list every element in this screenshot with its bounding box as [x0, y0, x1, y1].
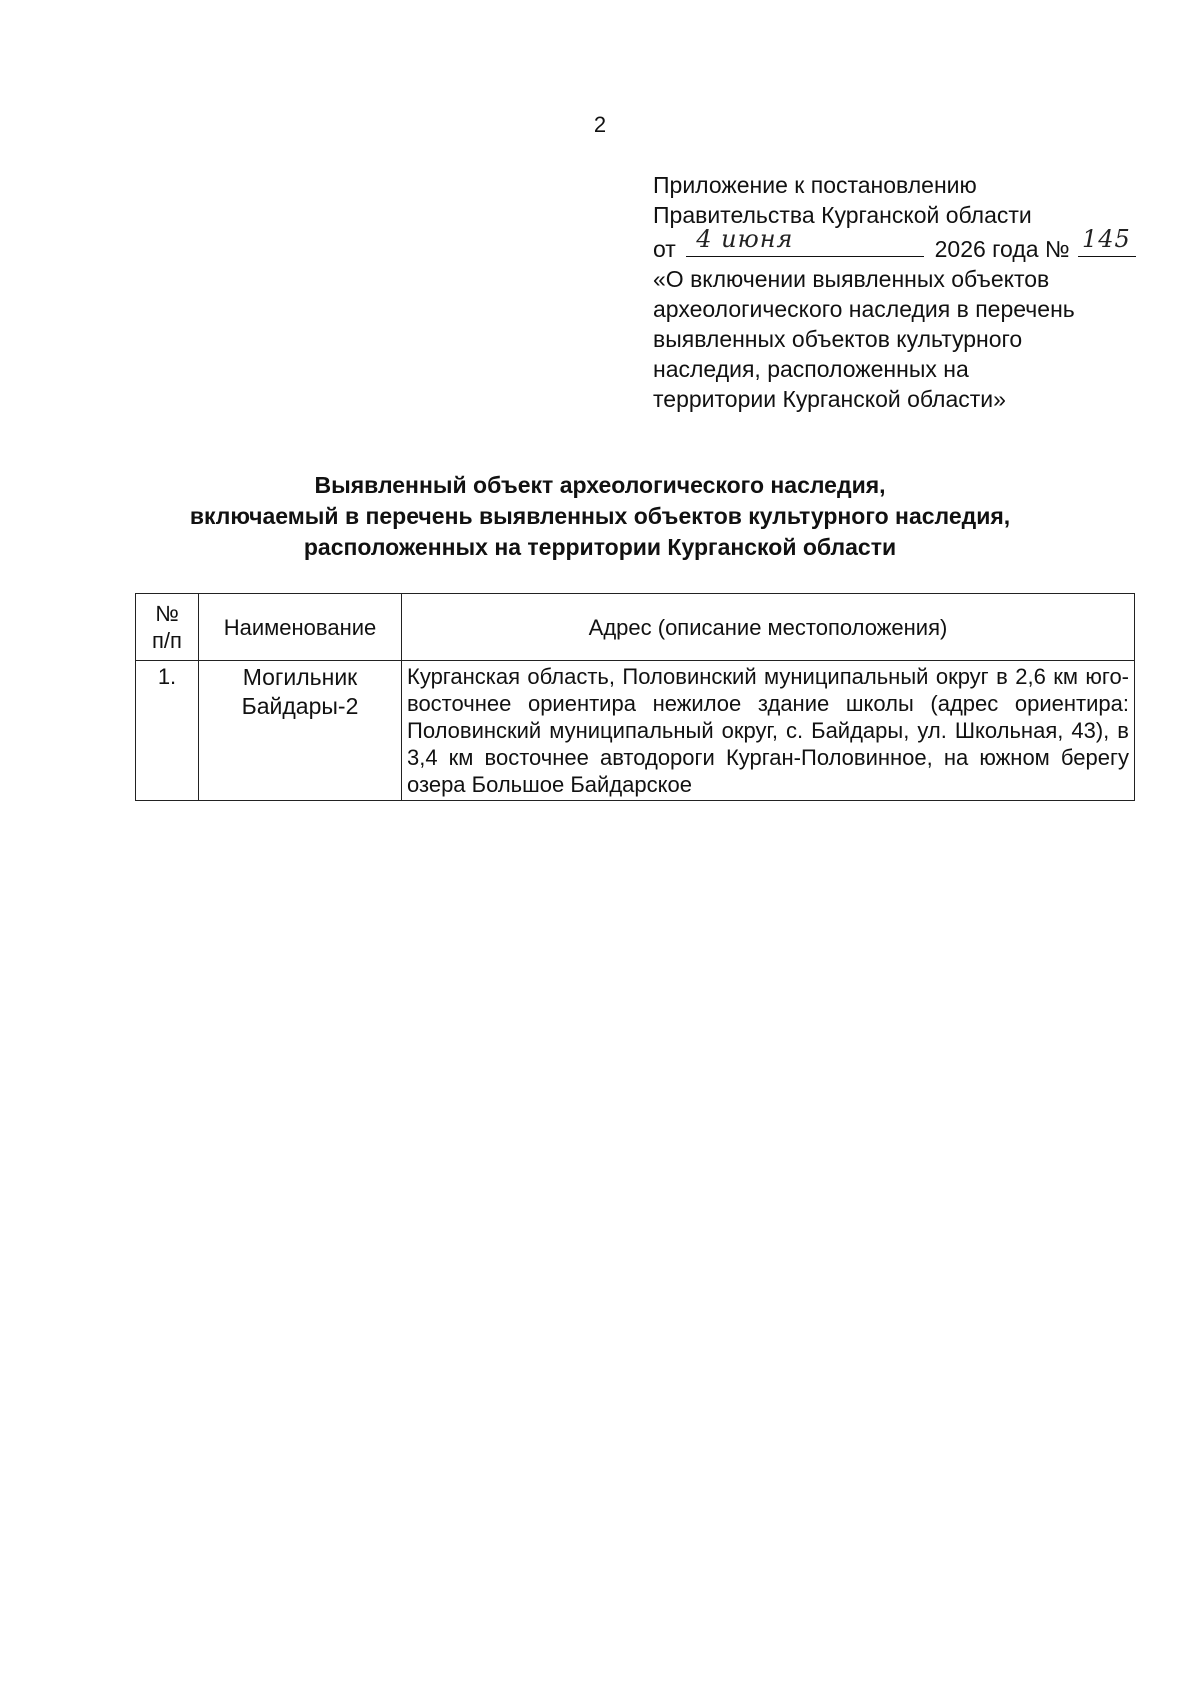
appendix-subject-line-3: выявленных объектов культурного — [653, 326, 1023, 352]
appendix-header — [653, 170, 1173, 414]
from-label: от — [653, 236, 676, 262]
cell-address: Курганская область, Половинский муниципальный округ в 2,6 км юго-восточнее ориентира нежилое здание школы (адрес ориентира: Половинский муниципальный округ, с. Байдары, ул. Школьная, 43), в 3,4 км восточнее автодороги Курган-Половинное, на южном берегу озера Большое Байдарское — [402, 661, 1135, 801]
date-fill-line — [686, 225, 924, 257]
appendix-subject-line-2: археологического наследия в перечень — [653, 296, 1075, 322]
appendix-subject-line-5: территории Курганской области» — [653, 386, 1006, 412]
appendix-subject-line-4: наследия, расположенных на — [653, 356, 969, 382]
appendix-date-line — [653, 225, 1173, 264]
cell-name-line-1: Могильник — [242, 664, 358, 690]
title-line-3: расположенных на территории Курганской области — [303, 534, 897, 560]
objects-table — [135, 593, 1135, 801]
table-header-row — [136, 594, 1135, 661]
header-number-line-2: п/п — [152, 628, 182, 653]
table-row — [136, 661, 1135, 801]
handwritten-date: 4 июня — [696, 225, 794, 253]
year-text: 2026 года № — [934, 236, 1070, 262]
header-number-line-1: № — [155, 601, 179, 626]
title-line-2: включаемый в перечень выявленных объектов культурного наследия, — [189, 503, 1011, 529]
page-number: 2 — [593, 112, 607, 137]
handwritten-number: 145 — [1082, 225, 1131, 253]
appendix-line-1: Приложение к постановлению — [653, 172, 977, 198]
appendix-line-2: Правительства Курганской области — [653, 202, 1032, 228]
cell-number: 1. — [136, 661, 199, 801]
cell-name — [199, 661, 402, 801]
header-number — [136, 594, 199, 661]
title-line-1: Выявленный объект археологического наследия, — [314, 472, 886, 498]
header-address: Адрес (описание местоположения) — [402, 594, 1135, 661]
cell-name-line-2: Байдары-2 — [241, 693, 359, 719]
document-title — [0, 470, 1200, 563]
header-name: Наименование — [199, 594, 402, 661]
appendix-subject-line-1: «О включении выявленных объектов — [653, 266, 1050, 292]
number-fill-line — [1078, 225, 1136, 257]
